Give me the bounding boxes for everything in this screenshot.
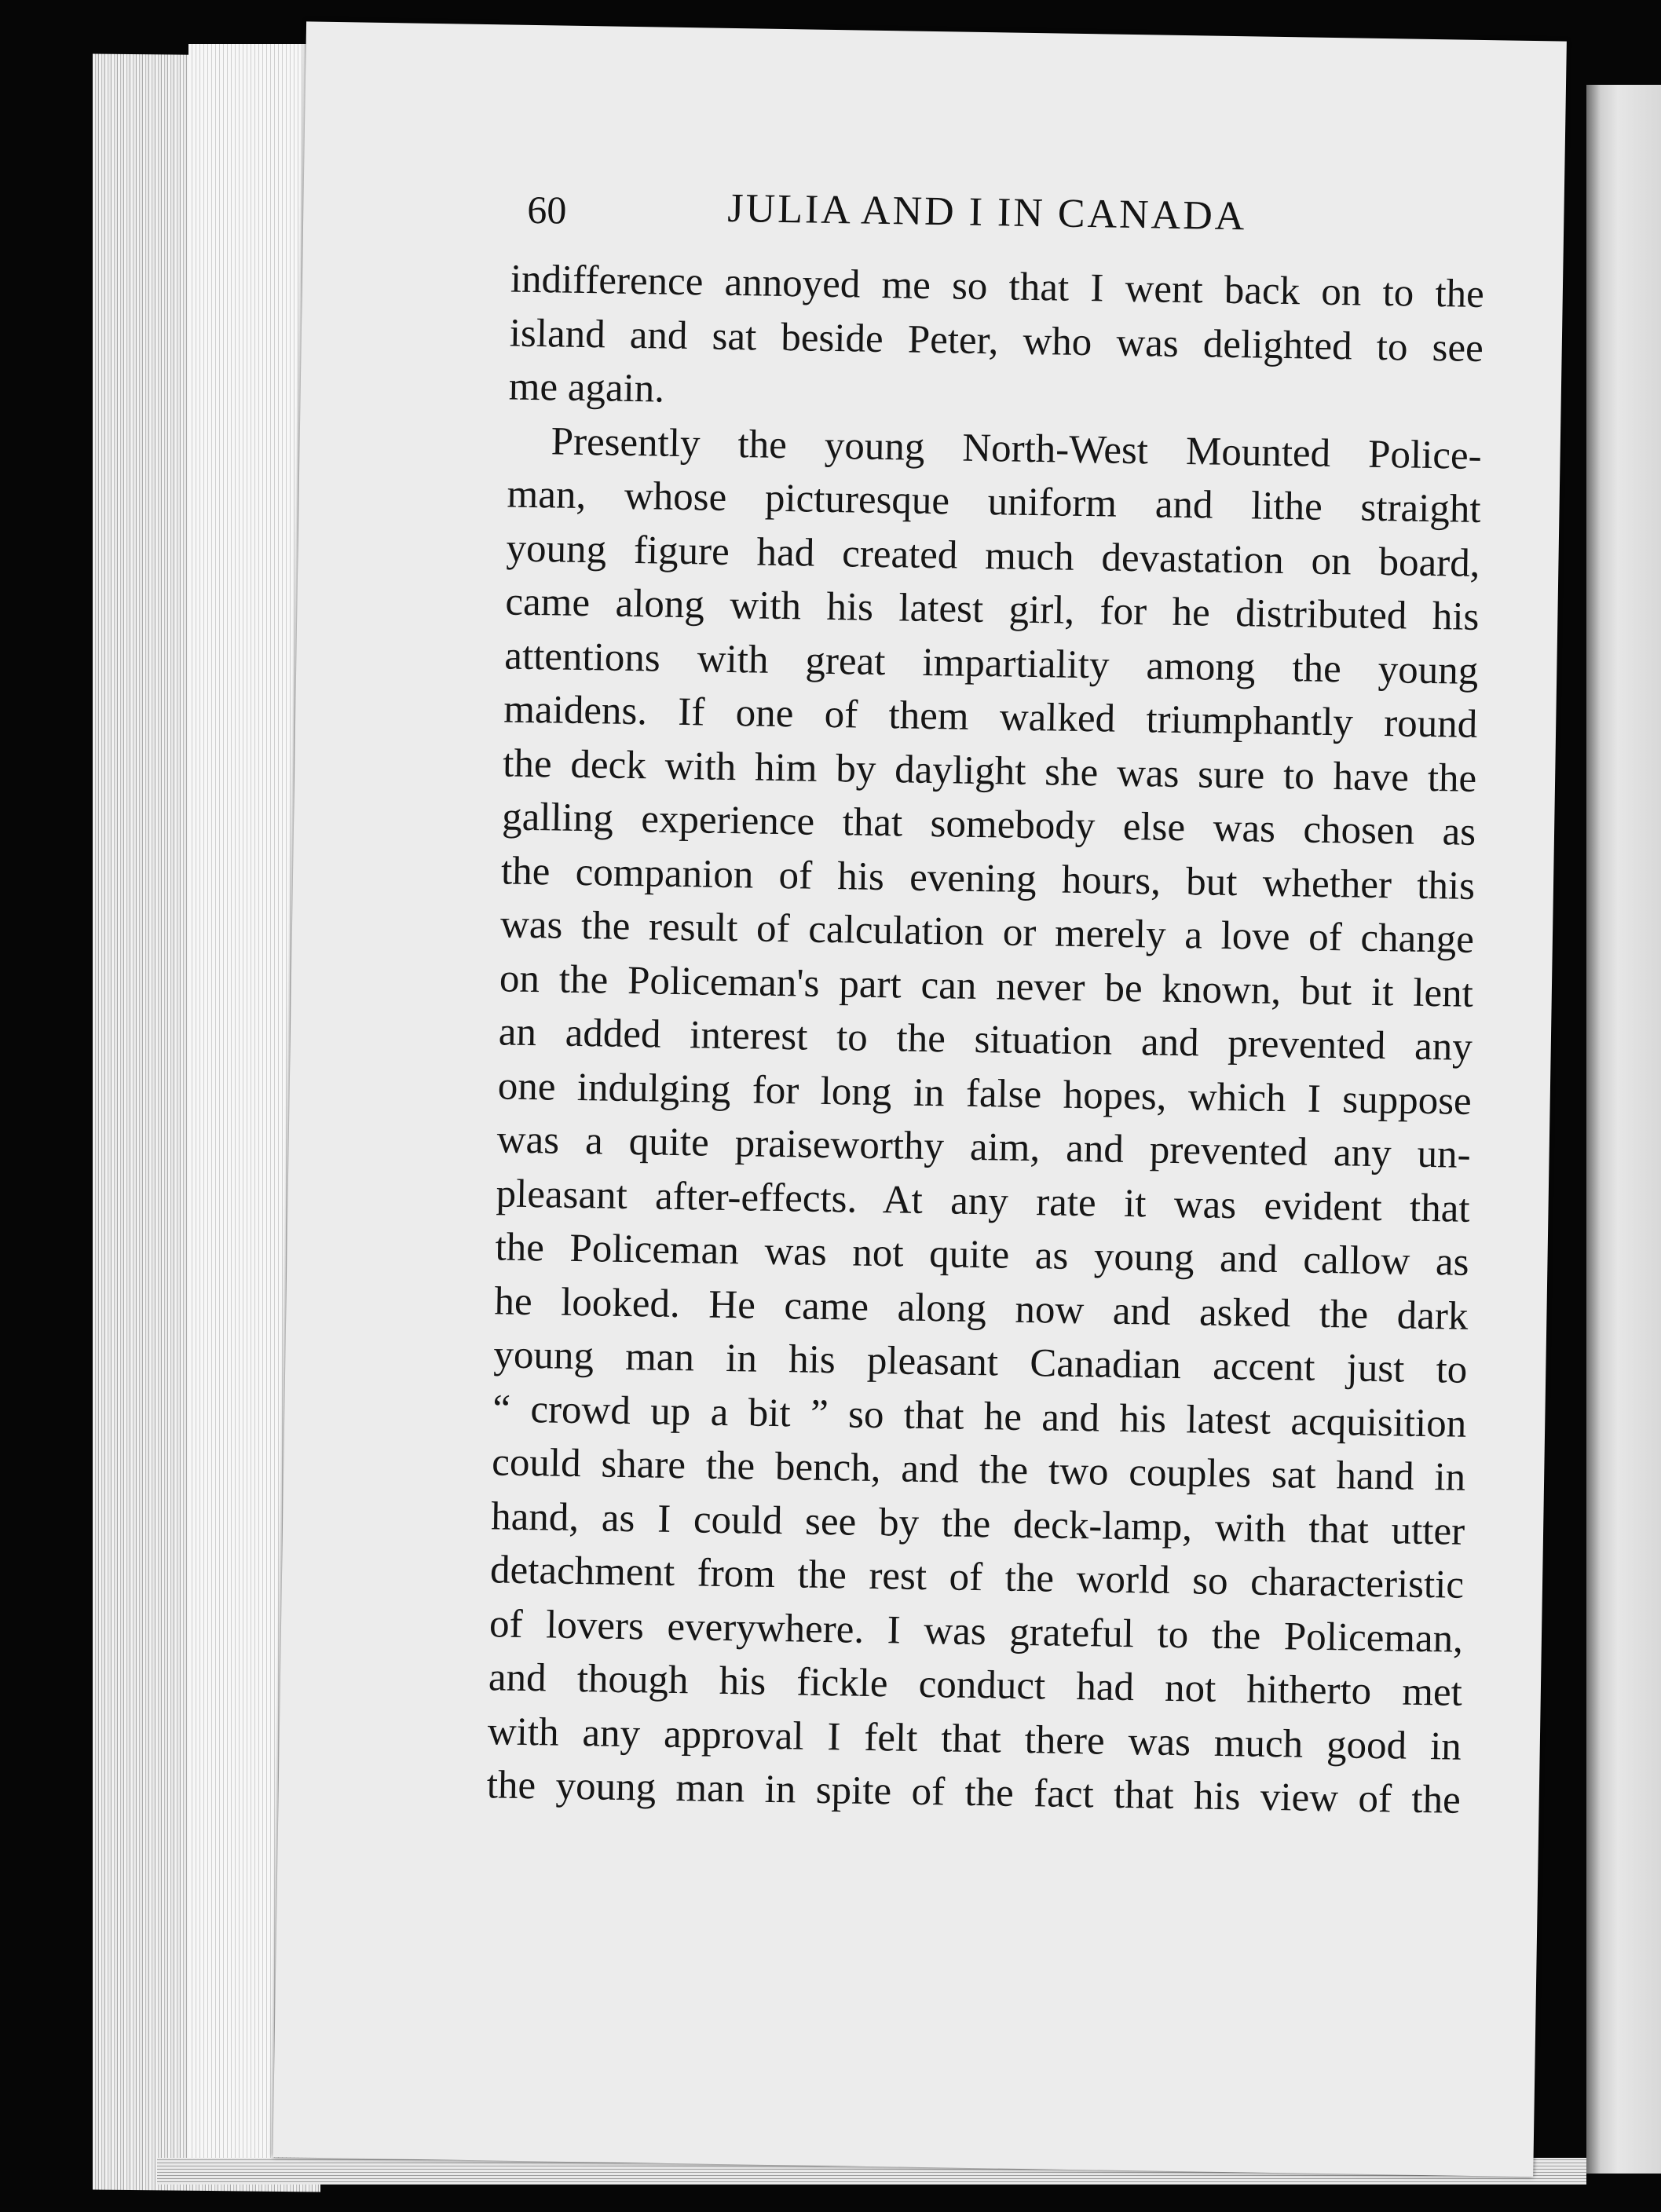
- text-line: man, whose picturesque uniform and lithe straight: [507, 472, 1481, 532]
- text-line: he looked. He came along now and asked the dark: [494, 1278, 1469, 1339]
- text-line: pleasant after-effects. At any rate it was evident that: [496, 1171, 1470, 1231]
- text-line: maidens. If one of them walked triumphantly round: [503, 687, 1478, 747]
- text-line: attentions with great impartiality among the young: [504, 633, 1479, 693]
- text-line: me again.: [508, 364, 665, 411]
- text-line: indifference annoyed me so that I went back on to the: [510, 257, 1485, 316]
- text-line: Presently the young North-West Mounted Police-: [551, 419, 1483, 478]
- text-line: was a quite praiseworthy aim, and prevented any un-: [496, 1117, 1472, 1177]
- text-line: the deck with him by daylight she was sure to have the: [502, 740, 1477, 801]
- body-text: [486, 253, 1484, 1828]
- text-line: could share the bench, and the two couples sat hand in: [491, 1440, 1466, 1500]
- text-line: one indulging for long in false hopes, which I suppose: [497, 1063, 1473, 1124]
- text-line: the young man in spite of the fact that his view of the: [486, 1763, 1462, 1823]
- text-line: with any approval I felt that there was much good in: [487, 1709, 1462, 1769]
- text-line: an added interest to the situation and prevented any: [498, 1010, 1473, 1069]
- text-line: was the result of calculation or merely a love of change: [499, 902, 1475, 962]
- text-line: detachment from the rest of the world so characteristic: [489, 1548, 1465, 1607]
- text-line: the companion of his evening hours, but whether this: [500, 848, 1476, 909]
- text-line: came along with his latest girl, for he distributed his: [505, 580, 1480, 639]
- text-line: the Policeman was not quite as young and callow as: [495, 1225, 1469, 1285]
- text-line: galling experience that somebody else was chosen as: [501, 795, 1476, 854]
- text-line: young figure had created much devastation on board,: [506, 525, 1480, 586]
- text-line: on the Policeman's part can never be known, but it lent: [499, 956, 1474, 1016]
- page-header: [527, 182, 1313, 265]
- text-line: of lovers everywhere. I was grateful to the Policeman,: [488, 1601, 1464, 1662]
- book-page: [273, 21, 1567, 2177]
- text-line: “ crowd up a bit ” so that he and his latest acquisition: [492, 1386, 1467, 1446]
- running-title: JULIA AND I IN CANADA: [726, 185, 1247, 239]
- text-line: and though his fickle conduct had not hitherto met: [488, 1655, 1463, 1715]
- text-line: young man in his pleasant Canadian accent just to: [493, 1333, 1468, 1392]
- page-number: 60: [526, 187, 567, 232]
- text-line: island and sat beside Peter, who was delighted to see: [509, 311, 1484, 371]
- text-line: hand, as I could see by the deck-lamp, with that utter: [490, 1494, 1465, 1554]
- facing-page-edge: [1586, 85, 1661, 2174]
